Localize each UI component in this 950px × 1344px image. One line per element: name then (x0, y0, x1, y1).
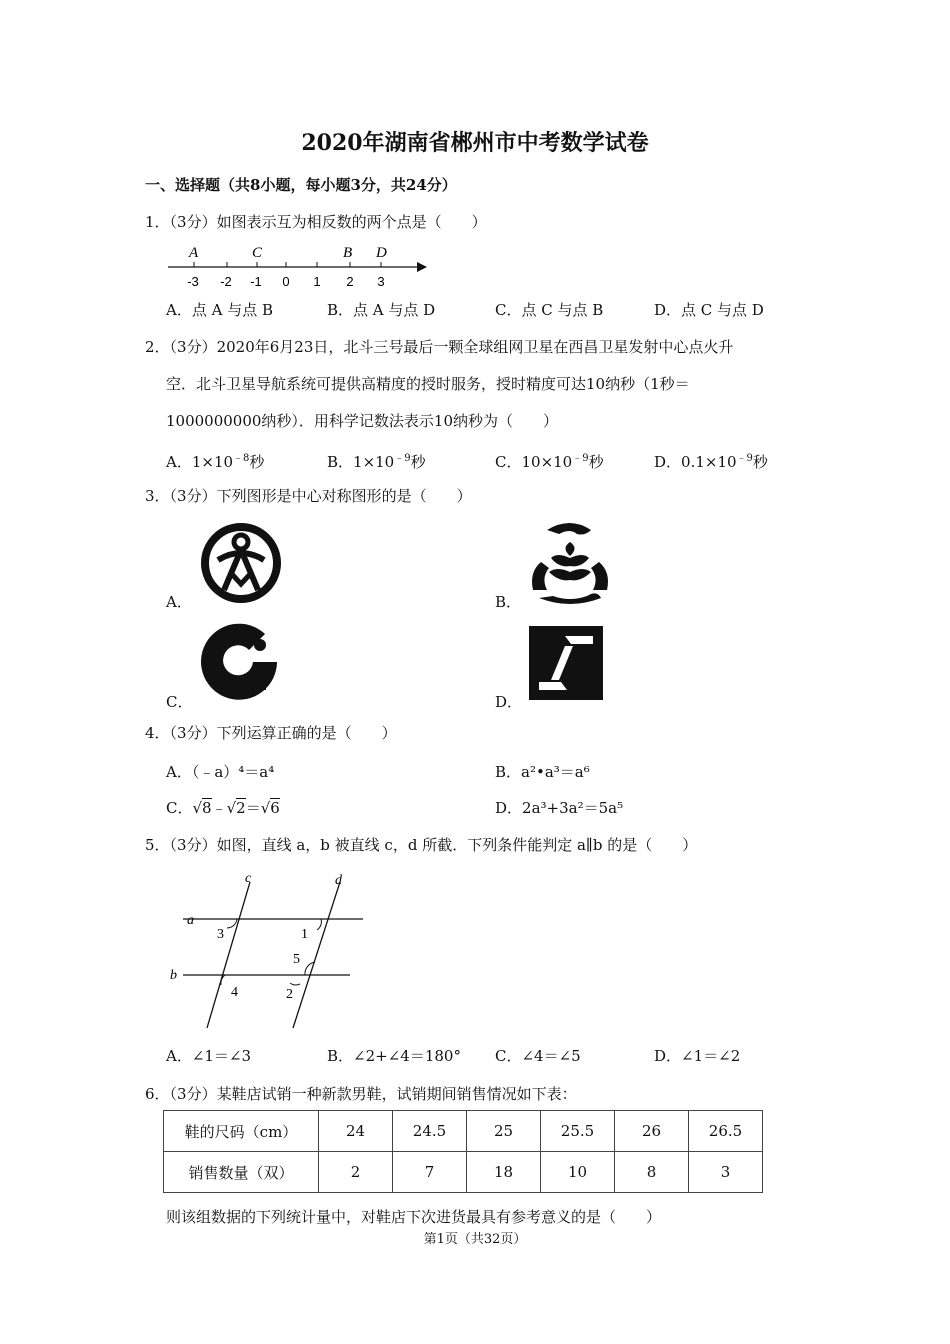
q3-label-b: B． (495, 593, 522, 611)
q2-option-d: D．$0.1\times 10^{﹣9}$秒 (654, 453, 768, 471)
table-cell: 10 (541, 1152, 615, 1193)
q2-stem-line1: 2．（3分）2020年6月23日，北斗三号最后一颗全球组网卫星在西昌卫星发射中心点火升 (145, 338, 734, 356)
q5-option-a: A．∠1＝∠3 (166, 1047, 252, 1065)
angle-1: 1 (301, 927, 308, 942)
q1-option-d: D．点 C 与点 D (654, 301, 764, 319)
q4-option-d: D．2a³+3a²＝5a⁵ (495, 799, 624, 817)
q5-option-c: C．∠4＝∠5 (495, 1047, 581, 1065)
q3-label-c: C． (166, 693, 193, 711)
table-cell: 8 (615, 1152, 689, 1193)
sales-table (163, 1110, 763, 1193)
q3-label-d: D． (495, 693, 523, 711)
q4-option-b: B．a²•a³＝a⁶ (495, 763, 590, 781)
parallel-lines-figure (165, 868, 375, 1033)
q1-option-c: C．点 C 与点 B (495, 301, 604, 319)
table-cell: 7 (393, 1152, 467, 1193)
tick-label: -2 (220, 274, 232, 289)
logo-b-figure (525, 518, 615, 606)
q4-option-c: C．√8﹣√2＝√6 (166, 799, 280, 817)
number-line-figure (165, 240, 435, 290)
q2-option-b: B．$1\times 10^{﹣9}$秒 (327, 453, 426, 471)
q3-stem: 3．（3分）下列图形是中心对称图形的是（ ） (145, 487, 472, 505)
angle-4: 4 (231, 985, 238, 1000)
point-label: B (343, 245, 353, 261)
label-d: d (335, 873, 342, 888)
q4-option-a: A．（﹣a）⁴＝a⁴ (166, 763, 275, 781)
logo-c-figure (197, 620, 281, 704)
table-cell: 25 (467, 1111, 541, 1152)
page-title: 2020年湖南省郴州市中考数学试卷 (301, 130, 649, 156)
table-cell: 18 (467, 1152, 541, 1193)
q2-option-c: C．$10\times 10^{﹣9}$秒 (495, 453, 604, 471)
table-cell: 24 (319, 1111, 393, 1152)
table-cell: 鞋的尺码（cm） (164, 1111, 319, 1152)
q1-stem: 1．（3分）如图表示互为相反数的两个点是（ ） (145, 213, 487, 231)
table-row (164, 1152, 763, 1193)
table-cell: 26.5 (689, 1111, 763, 1152)
q3-label-a: A． (166, 593, 192, 611)
angle-2: 2 (286, 987, 293, 1002)
section-heading: 一、选择题（共8小题，每小题3分，共24分） (145, 176, 457, 194)
q2-option-a: A．$1\times 10^{﹣8}$秒 (166, 453, 265, 471)
tick-label: 1 (313, 274, 321, 289)
number-line-arrow (417, 262, 427, 272)
line-c (207, 882, 250, 1028)
number-line-ticks (194, 262, 381, 267)
table-cell: 26 (615, 1111, 689, 1152)
point-label: C (252, 245, 263, 261)
q4-stem: 4．（3分）下列运算正确的是（ ） (145, 724, 397, 742)
tick-label: -3 (187, 274, 199, 289)
table-cell: 销售数量（双） (164, 1152, 319, 1193)
q2-stem-line3: 1000000000纳秒）．用科学记数法表示10纳秒为（ ） (166, 412, 559, 430)
table-row (164, 1111, 763, 1152)
tick-label: 2 (346, 274, 354, 289)
q1-option-a: A．点 A 与点 B (166, 301, 273, 319)
tick-label: -1 (250, 274, 262, 289)
label-c: c (245, 871, 252, 886)
table-cell: 25.5 (541, 1111, 615, 1152)
table-cell: 2 (319, 1152, 393, 1193)
label-a: a (187, 913, 194, 928)
line-d (293, 882, 340, 1028)
q6-stem: 6．（3分）某鞋店试销一种新款男鞋，试销期间销售情况如下表： (145, 1085, 577, 1103)
table-cell: 24.5 (393, 1111, 467, 1152)
q5-stem: 5．（3分）如图，直线 a，b 被直线 c，d 所截．下列条件能判定 a∥b 的是（ ） (145, 836, 698, 854)
table-cell: 3 (689, 1152, 763, 1193)
q2-stem-line2: 空．北斗卫星导航系统可提供高精度的授时服务，授时精度可达10纳秒（1秒＝ (166, 375, 690, 393)
point-label: A (189, 245, 199, 261)
q6-followup: 则该组数据的下列统计量中，对鞋店下次进货最具有参考意义的是（ ） (166, 1208, 662, 1226)
q5-option-b: B．∠2+∠4＝180° (327, 1047, 461, 1065)
label-b: b (170, 968, 177, 983)
q5-option-d: D．∠1＝∠2 (654, 1047, 741, 1065)
page-footer: 第1页（共32页） (423, 1232, 527, 1247)
logo-d-figure (527, 624, 605, 702)
tick-label: 3 (377, 274, 385, 289)
point-label: D (376, 245, 387, 261)
angle-3: 3 (217, 927, 224, 942)
angle-5: 5 (293, 952, 300, 967)
logo-a-figure (198, 520, 284, 606)
q1-option-b: B．点 A 与点 D (327, 301, 436, 319)
tick-label: 0 (282, 274, 290, 289)
